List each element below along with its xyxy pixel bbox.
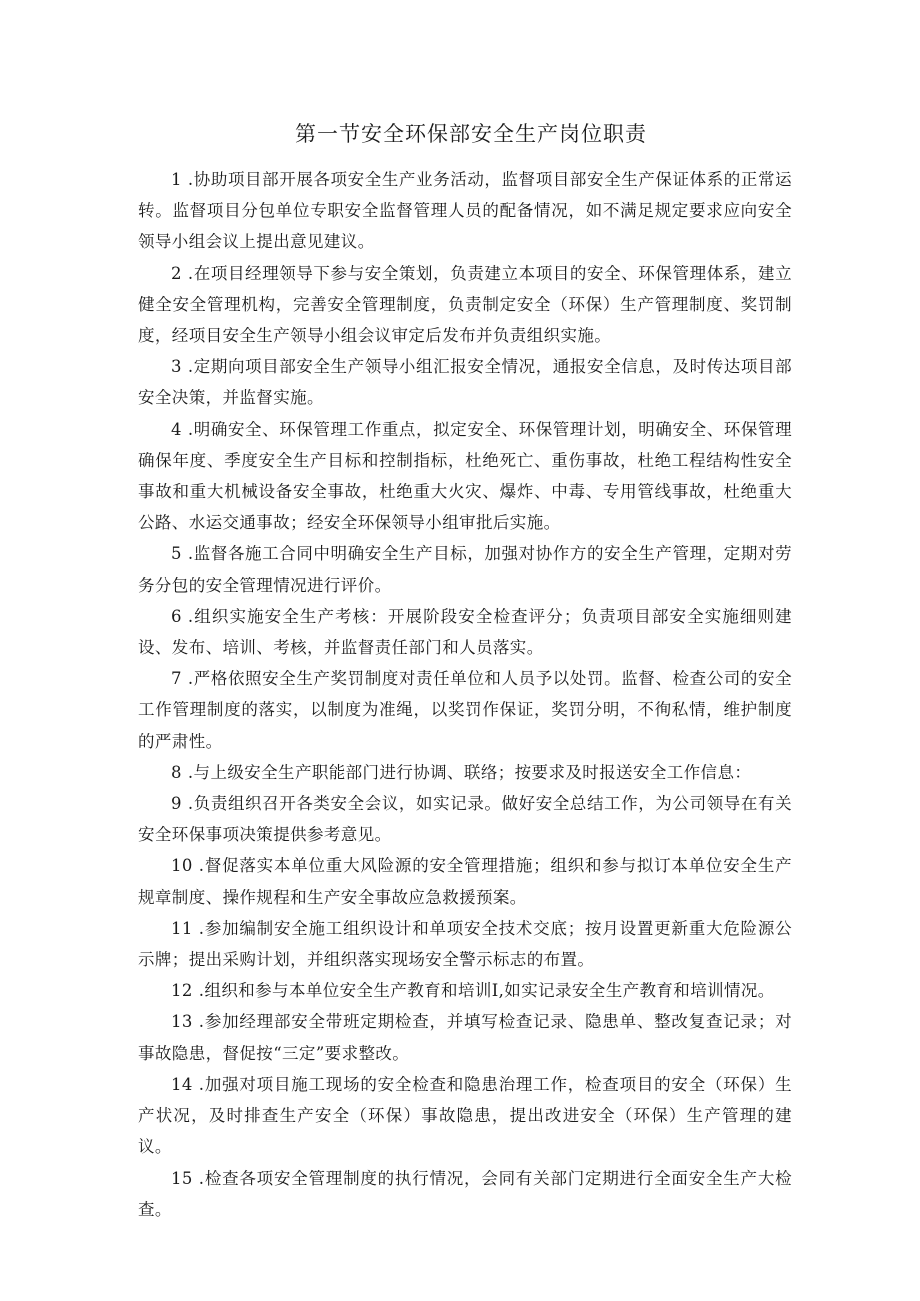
item-text: .明确安全、环保管理工作重点，拟定安全、环保管理计划，明确安全、环保管理确保年度、季度安全生产目标和控制指标，杜绝死亡、重伤事故，杜绝工程结构性安全事故和重大机械设备安全事故，杜绝重大火灾、爆炸、中毒、专用管线事故，杜绝重大公路、水运交通事故；经安全环保领导小组审批后实施。	[138, 419, 792, 533]
item-text: .督促落实本单位重大风险源的安全管理措施；组织和参与拟订本单位安全生产规章制度、操作规程和生产安全事故应急救援预案。	[138, 856, 792, 907]
duty-item-6	[138, 601, 792, 663]
duty-item-7	[138, 663, 792, 757]
duty-item-4	[138, 414, 792, 539]
item-text: .加强对项目施工现场的安全检查和隐患治理工作，检查项目的安全（环保）生产状况，及时排查生产安全（环保）事故隐患，提出改进安全（环保）生产管理的建议。	[138, 1074, 792, 1157]
item-number: 1	[171, 170, 182, 189]
item-number: 4	[171, 419, 182, 439]
item-text: .组织和参与本单位安全生产教育和培训I,如实记录安全生产教育和培训情况。	[198, 981, 775, 1001]
page-title: 第一节安全环保部安全生产岗位职责	[295, 122, 647, 146]
item-number: 3	[171, 357, 182, 377]
item-text: .监督各施工合同中明确安全生产目标，加强对协作方的安全生产管理，定期对劳务分包的安全管理情况进行评价。	[138, 544, 792, 595]
item-text: .在项目经理领导下参与安全策划，负责建立本项目的安全、环保管理体系，建立健全安全管理机构，完善安全管理制度，负责制定安全（环保）生产管理制度、奖罚制度，经项目安全生产领导小组会议审定后发布并负责组织实施。	[138, 263, 792, 346]
item-number: 13	[171, 1012, 193, 1032]
item-number: 7	[171, 669, 182, 689]
duty-item-14	[138, 1069, 792, 1163]
duty-item-9	[138, 788, 792, 850]
duty-item-13	[138, 1006, 792, 1068]
item-text: .组织实施安全生产考核：开展阶段安全检查评分；负责项目部安全实施细则建设、发布、培训、考核，并监督责任部门和人员落实。	[138, 606, 792, 658]
item-number: 15	[171, 1168, 193, 1188]
item-number: 11	[171, 918, 193, 938]
item-text: .检查各项安全管理制度的执行情况，会同有关部门定期进行全面安全生产大检查。	[138, 1168, 792, 1219]
duty-item-11	[138, 913, 792, 975]
duty-item-8	[138, 757, 792, 788]
item-number: 2	[171, 263, 182, 283]
item-number: 12	[171, 981, 193, 1001]
item-number: 9	[171, 794, 182, 814]
item-text: .与上级安全生产职能部门进行协调、联络；按要求及时报送安全工作信息：	[187, 762, 752, 782]
item-number: 5	[171, 544, 182, 564]
duty-item-5	[138, 538, 792, 600]
item-number: 6	[171, 606, 182, 626]
item-number: 8	[171, 762, 182, 782]
item-text: .参加编制安全施工组织设计和单项安全技术交底；按月设置更新重大危险源公示牌；提出采购计划，并组织落实现场安全警示标志的布置。	[138, 918, 792, 970]
duty-item-12	[138, 975, 792, 1006]
duty-item-2	[138, 258, 792, 352]
item-text: .参加经理部安全带班定期检查，并填写检查记录、隐患单、整改复查记录；对事故隐患，督促按“三定”要求整改。	[138, 1012, 792, 1063]
item-text: .定期向项目部安全生产领导小组汇报安全情况，通报安全信息，及时传达项目部安全决策，并监督实施。	[138, 357, 792, 408]
duty-item-3	[138, 351, 792, 413]
duty-item-1	[138, 164, 792, 258]
duty-list	[138, 164, 792, 1225]
item-text: .负责组织召开各类安全会议，如实记录。做好安全总结工作，为公司领导在有关安全环保事项决策提供参考意见。	[138, 794, 792, 845]
item-text: .严格依照安全生产奖罚制度对责任单位和人员予以处罚。监督、检查公司的安全工作管理制度的落实，以制度为准绳，以奖罚作保证，奖罚分明，不徇私情，维护制度的严肃性。	[138, 669, 792, 751]
duty-item-10	[138, 850, 792, 912]
duty-item-15	[138, 1163, 792, 1225]
item-text: .协助项目部开展各项安全生产业务活动，监督项目部安全生产保证体系的正常运转。监督项目分包单位专职安全监督管理人员的配备情况，如不满足规定要求应向安全领导小组会议上提出意见建议。	[138, 170, 792, 252]
item-number: 14	[171, 1074, 193, 1094]
item-number: 10	[171, 856, 193, 876]
